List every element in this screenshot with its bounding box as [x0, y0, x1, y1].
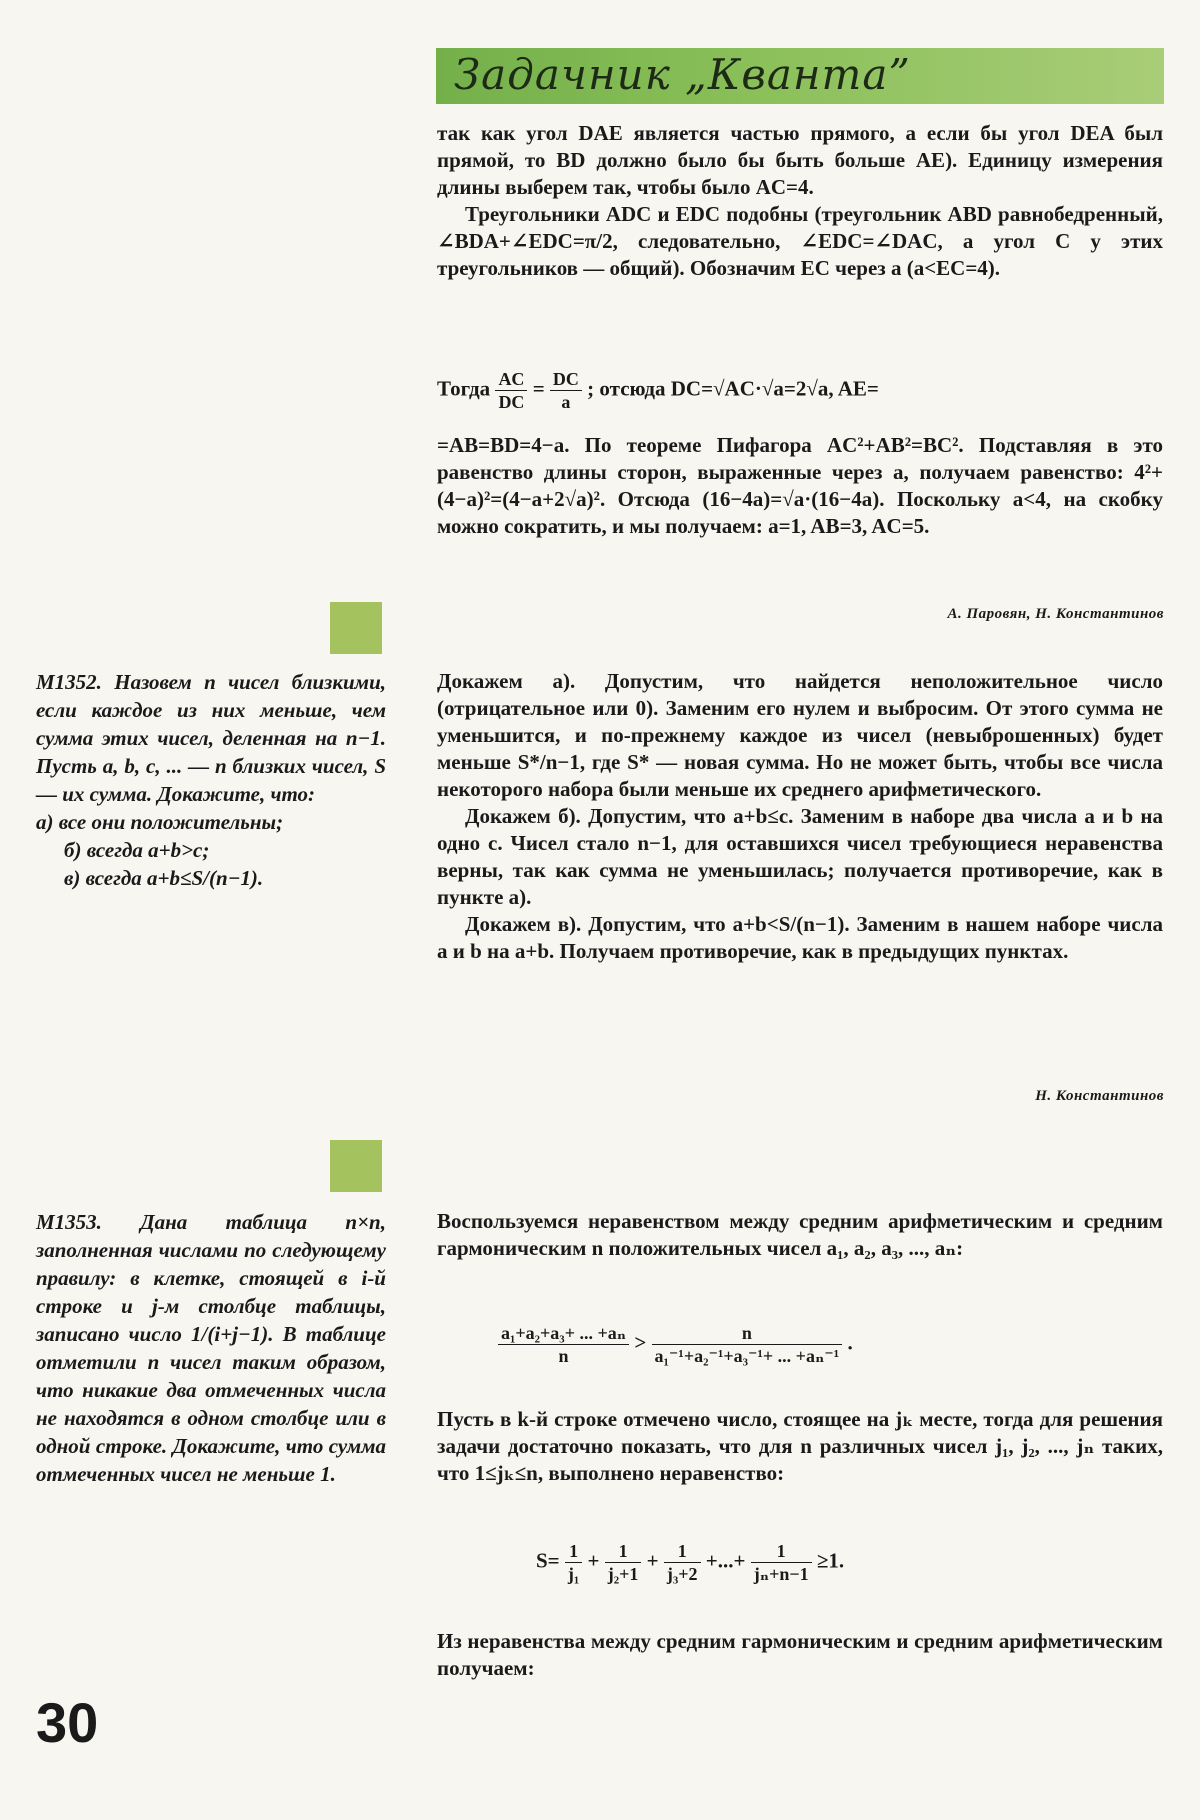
greater-sign: >: [634, 1330, 647, 1355]
denominator: j₁: [567, 1564, 580, 1584]
denominator: jₙ+n−1: [753, 1564, 809, 1584]
numerator: n: [652, 1322, 843, 1345]
solution-continued-2: [437, 432, 1163, 540]
denominator: a₁⁻¹+a₂⁻¹+a₃⁻¹+ ... +aₙ⁻¹: [654, 1346, 840, 1366]
solution-m1352: [437, 668, 1163, 965]
sum-lead: S=: [536, 1548, 560, 1573]
paragraph: Пусть в k-й строке отмечено число, стоящее на jₖ месте, тогда для решения задачи достаточно показать, что для n различных чисел j₁, j₂, ..., jₙ таких, что 1≤jₖ≤n, выполнено неравенство:: [437, 1407, 1163, 1485]
fraction: [550, 368, 582, 413]
plus: +: [587, 1548, 600, 1573]
equals: =: [532, 376, 545, 401]
denominator: j₃+2: [666, 1564, 698, 1584]
problem-m1352: [36, 668, 386, 892]
fraction: [652, 1322, 843, 1367]
sum-tail: ≥1.: [816, 1548, 845, 1573]
paragraph: Из неравенства между средним гармоническим и средним арифметическим получаем:: [437, 1629, 1163, 1680]
fraction: [664, 1540, 701, 1585]
denominator: a: [561, 392, 571, 412]
solution-m1353-mid: [437, 1406, 1163, 1487]
paragraph: так как угол DAE является частью прямого, а если бы угол DEA был прямой, то BD должно было бы быть больше AE). Единицу измерения длины выберем так, чтобы было AC=4.: [437, 121, 1163, 199]
paragraph: =AB=BD=4−a. По теореме Пифагора AC²+AB²=BC². Подставляя в это равенство длины сторон, выраженные через a, получаем равенство: 4²+(4−a)²=(4−a+2√a)². Отсюда (16−4a)=√a·(16−4a). Поскольку a<4, на скобку можно сократить, и мы получаем: a=1, AB=3, AC=5.: [437, 433, 1163, 538]
problem-item: а) все они положительны;: [36, 810, 284, 834]
fraction: [495, 368, 527, 413]
paragraph: Докажем б). Допустим, что a+b≤c. Заменим в наборе два числа a и b на одно c. Чисел стало n−1, для оставшихся чисел требующиеся неравенства верны, так как сумма не уменьшилась; получается противоречие, как в пункте а).: [437, 804, 1163, 909]
page-number: 30: [36, 1691, 99, 1754]
problem-item: б) всегда a+b>c;: [64, 838, 210, 862]
problem-item: в) всегда a+b≤S/(n−1).: [64, 866, 264, 890]
numerator: DC: [550, 368, 582, 391]
formula-rest: ; отсюда DC=√AC·√a=2√a, AE=: [587, 376, 879, 401]
denominator: n: [558, 1346, 569, 1366]
signature: Н. Константинов: [1035, 1088, 1164, 1104]
numerator: 1: [605, 1540, 642, 1563]
header-title: Задачник „Кванта”: [454, 50, 911, 99]
sum-inequality: [536, 1540, 844, 1585]
proportion-formula: [437, 368, 879, 413]
mean-inequality: [498, 1322, 853, 1367]
numerator: a₁+a₂+a₃+ ... +aₙ: [498, 1322, 629, 1345]
fraction: [498, 1322, 629, 1367]
denominator: j₂+1: [607, 1564, 639, 1584]
signature: А. Паровян, Н. Константинов: [947, 606, 1164, 622]
section-marker: [330, 602, 382, 654]
numerator: 1: [565, 1540, 582, 1563]
numerator: 1: [664, 1540, 701, 1563]
problem-statement: M1353. Дана таблица n×n, заполненная числами по следующему правилу: в клетке, стоящей в i-й строке и j-м столбце таблицы, записано число 1/(i+j−1). В таблице отметили n чисел таким образом, что никакие два отмеченных числа не находятся в одном столбце или в одной строке. Докажите, что сумма отмеченных чисел не меньше 1.: [36, 1210, 386, 1486]
formula-lead: Тогда: [437, 376, 491, 401]
header-banner: [436, 48, 1164, 104]
fraction: [565, 1540, 582, 1585]
section-marker: [330, 1140, 382, 1192]
numerator: 1: [751, 1540, 812, 1563]
paragraph: Воспользуемся неравенством между средним арифметическим и средним гармоническим n положительных чисел a₁, a₂, a₃, ..., aₙ:: [437, 1209, 1163, 1260]
paragraph: Докажем а). Допустим, что найдется неположительное число (отрицательное или 0). Заменим его нулем и выбросим. От этого сумма не уменьшится, и по-прежнему каждое из чисел (невыброшенных) будет меньше S*/n−1, где S* — новая сумма. Но не может быть, чтобы все числа некоторого набора были меньше их среднего арифметического.: [437, 669, 1163, 801]
solution-continued: [437, 120, 1163, 282]
problem-statement: M1352. Назовем n чисел близкими, если каждое из них меньше, чем сумма этих чисел, деленная на n−1. Пусть a, b, c, ... — n близких чисел, S — их сумма. Докажите, что:: [36, 670, 386, 806]
period: .: [847, 1330, 853, 1355]
problem-m1353: [36, 1208, 386, 1488]
paragraph: Докажем в). Допустим, что a+b<S/(n−1). Заменим в нашем наборе числа a и b на a+b. Получаем противоречие, как в предыдущих пунктах.: [437, 912, 1163, 963]
solution-m1353-end: [437, 1628, 1163, 1682]
numerator: AC: [495, 368, 527, 391]
ellipsis-plus: +...+: [705, 1548, 746, 1573]
plus: +: [646, 1548, 659, 1573]
denominator: DC: [498, 392, 525, 412]
solution-m1353: [437, 1208, 1163, 1262]
paragraph: Треугольники ADC и EDC подобны (треугольник ABD равнобедренный, ∠BDA+∠EDC=π/2, следовательно, ∠EDC=∠DAC, а угол C у этих треугольников — общий). Обозначим EC через a (a<EC=4).: [437, 202, 1163, 280]
fraction: [751, 1540, 812, 1585]
fraction: [605, 1540, 642, 1585]
